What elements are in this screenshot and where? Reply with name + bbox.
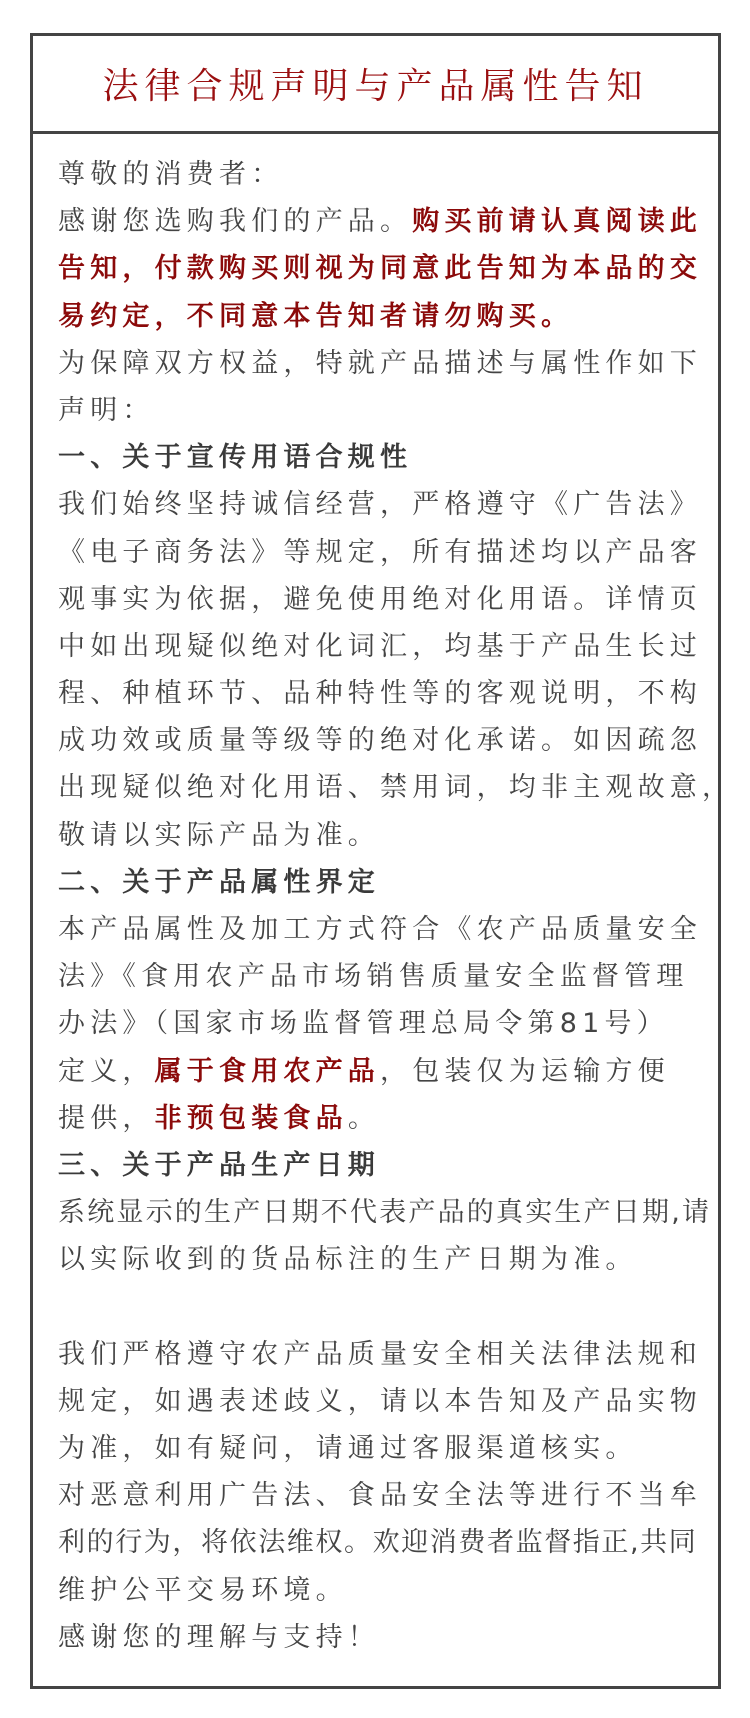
title-bar xyxy=(33,36,718,134)
intro-line-4: 为保障双方权益，特就产品描述与属性作如下 xyxy=(58,347,702,379)
intro-warning-start: 购买前请认真阅读此 xyxy=(412,206,703,238)
closing-line: 规定，如遇表述歧义，请以本告知及产品实物 xyxy=(58,1385,702,1417)
section-2-line xyxy=(58,1048,718,1095)
definition-prefix: 定义， xyxy=(58,1055,155,1087)
section-2-line xyxy=(58,1095,718,1142)
section-1-line: 我们始终坚持诚信经营，严格遵守《广告法》 xyxy=(58,489,702,521)
section-2-line: 办法》（国家市场监督管理总局令第81号） xyxy=(58,1008,669,1040)
thanks-line: 感谢您的理解与支持！ xyxy=(58,1621,380,1653)
notice-box xyxy=(30,33,735,1689)
closing-line: 利的行为，将依法维权。欢迎消费者监督指正,共同 xyxy=(58,1527,698,1559)
provided-prefix: 提供， xyxy=(58,1102,155,1134)
section-2-line: 法》《食用农产品市场销售质量安全监督管理 xyxy=(58,961,689,993)
section-1-line: 出现疑似绝对化用语、禁用词，均非主观故意， xyxy=(58,772,735,804)
section-1-line: 观事实为依据，避免使用绝对化用语。详情页 xyxy=(58,583,702,615)
closing-line: 我们严格遵守农产品质量安全相关法律法规和 xyxy=(58,1338,702,1370)
intro-warning-line-3: 易约定，不同意本告知者请勿购买。 xyxy=(58,300,574,332)
blank-spacer xyxy=(58,1284,718,1331)
notice-content xyxy=(33,134,735,1661)
intro-thanks: 感谢您选购我们的产品。 xyxy=(58,206,413,238)
greeting: 尊敬的消费者： xyxy=(58,159,284,190)
section-3-line: 以实际收到的货品标注的生产日期为准。 xyxy=(58,1244,638,1276)
section-1-line: 中如出现疑似绝对化词汇，均基于产品生长过 xyxy=(58,630,702,662)
section-1-line: 成功效或质量等级等的绝对化承诺。如因疏忽 xyxy=(58,725,702,757)
packaging-note: ，包装仅为运输方便 xyxy=(380,1055,670,1087)
section-3-line: 系统显示的生产日期不代表产品的真实生产日期,请 xyxy=(58,1197,712,1229)
intro-line-1 xyxy=(58,198,718,245)
section-1-line: 程、种植环节、品种特性等的客观说明，不构 xyxy=(58,678,702,710)
page-title: 法律合规声明与产品属性告知 xyxy=(102,66,649,107)
section-1-line: 《电子商务法》等规定，所有描述均以产品客 xyxy=(58,536,702,568)
section-1-heading: 一、关于宣传用语合规性 xyxy=(58,442,413,474)
section-2-line: 本产品属性及加工方式符合《农产品质量安全 xyxy=(58,914,702,945)
intro-warning-line-2: 告知，付款购买则视为同意此告知为本品的交 xyxy=(58,253,702,285)
period: 。 xyxy=(347,1102,381,1134)
section-1-line: 敬请以实际产品为准。 xyxy=(58,819,380,851)
edible-agri-product-emphasis: 属于食用农产品 xyxy=(154,1055,381,1087)
closing-line: 为准，如有疑问，请通过客服渠道核实。 xyxy=(58,1433,638,1465)
section-3-heading: 三、关于产品生产日期 xyxy=(58,1149,380,1181)
section-2-heading: 二、关于产品属性界定 xyxy=(58,866,380,898)
intro-line-5: 声明： xyxy=(58,394,155,426)
closing-line: 对恶意利用广告法、食品安全法等进行不当牟 xyxy=(58,1480,702,1512)
closing-line: 维护公平交易环境。 xyxy=(58,1574,348,1606)
non-prepackaged-emphasis: 非预包装食品 xyxy=(154,1102,348,1134)
